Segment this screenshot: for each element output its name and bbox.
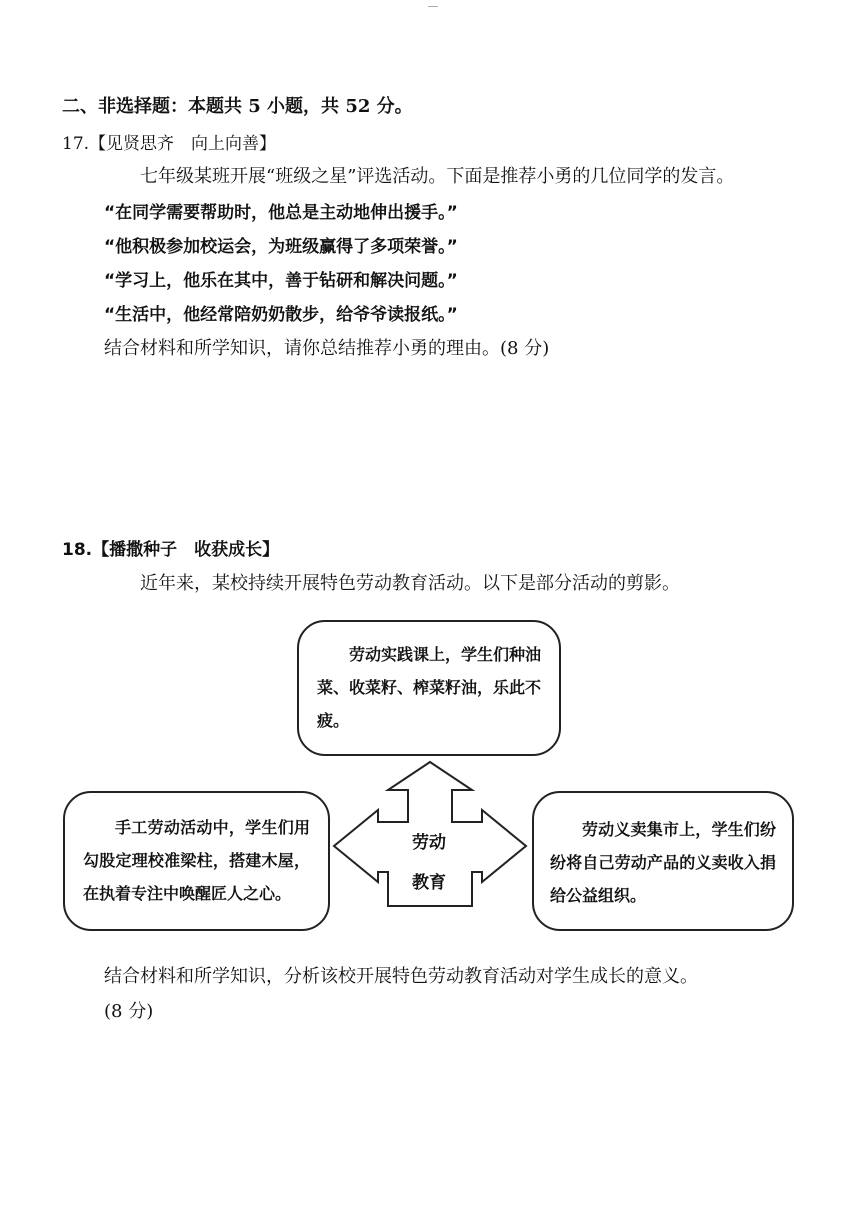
quote-1: “在同学需要帮助时，他总是主动地伸出援手。” (104, 203, 458, 223)
question-18-score: (8 分) (104, 1001, 154, 1022)
question-17-intro: 七年级某班开展“班级之星”评选活动。下面是推荐小勇的几位同学的发言。 (140, 166, 735, 187)
center-label-line1: 劳动 (412, 833, 446, 853)
question-17-prompt: 结合材料和所学知识，请你总结推荐小勇的理由。(8 分) (104, 338, 550, 359)
question-17-title: 17.【见贤思齐 向上向善】 (62, 134, 277, 154)
question-18-prompt: 结合材料和所学知识，分析该校开展特色劳动教育活动对学生成长的意义。 (104, 966, 698, 987)
activity-box-left: 手工劳动活动中，学生们用勾股定理校准梁柱，搭建木屋，在执着专注中唤醒匠人之心。 (63, 791, 330, 931)
question-18-title: 18.【播撒种子 收获成长】 (62, 540, 280, 560)
scan-mark (428, 6, 438, 7)
quote-4: “生活中，他经常陪奶奶散步，给爷爷读报纸。” (104, 305, 458, 325)
quote-3: “学习上，他乐在其中，善于钻研和解决问题。” (104, 271, 458, 291)
section-heading: 二、非选择题：本题共 5 小题，共 52 分。 (62, 96, 413, 117)
center-label-line2: 教育 (412, 873, 446, 893)
question-18-intro: 近年来，某校持续开展特色劳动教育活动。以下是部分活动的剪影。 (140, 573, 680, 594)
quote-2: “他积极参加校运会，为班级赢得了多项荣誉。” (104, 237, 458, 257)
activity-box-right: 劳动义卖集市上，学生们纷纷将自己劳动产品的义卖收入捐给公益组织。 (532, 791, 794, 931)
activity-box-top: 劳动实践课上，学生们种油菜、收菜籽、榨菜籽油，乐此不疲。 (297, 620, 561, 756)
